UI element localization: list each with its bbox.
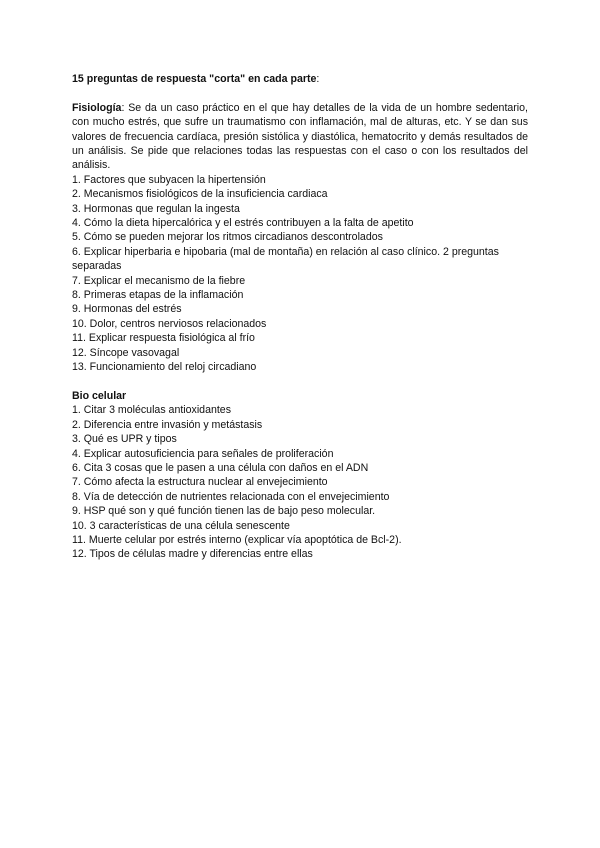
bio-celular-title: Bio celular xyxy=(72,389,127,402)
bio-celular-question-10: 10. 3 características de una célula senescente xyxy=(72,519,290,532)
fisiologia-question-2: 2. Mecanismos fisiológicos de la insuficiencia cardiaca xyxy=(72,188,328,201)
bio-celular-question-9: 9. HSP qué son y qué función tienen las de bajo peso molecular. xyxy=(72,505,376,518)
fisiologia-question-10: 10. Dolor, centros nerviosos relacionados xyxy=(72,317,267,330)
spacer xyxy=(72,375,528,389)
fisiologia-label-colon: : xyxy=(121,101,125,114)
fisiologia-question-5: 5. Cómo se pueden mejorar los ritmos circadianos descontrolados xyxy=(72,231,383,244)
spacer xyxy=(72,86,528,100)
heading-colon: : xyxy=(316,73,320,85)
fisiologia-question-4: 4. Cómo la dieta hipercalórica y el estrés contribuyen a la falta de apetito xyxy=(72,217,414,230)
fisiologia-question-list xyxy=(72,173,528,375)
bio-celular-question-7: 7. Cómo afecta la estructura nuclear al envejecimiento xyxy=(72,476,328,489)
fisiologia-question-3: 3. Hormonas que regulan la ingesta xyxy=(72,202,240,215)
fisiologia-question-11: 11. Explicar respuesta fisiológica al frío xyxy=(72,332,255,345)
fisiologia-intro xyxy=(72,101,528,173)
bio-celular-question-list xyxy=(72,403,528,561)
bio-celular-question-3: 3. Qué es UPR y tipos xyxy=(72,433,177,446)
fisiologia-label: Fisiología xyxy=(72,101,122,114)
fisiologia-question-12: 12. Síncope vasovagal xyxy=(72,346,180,359)
bio-celular-question-12: 12. Tipos de células madre y diferencias entre ellas xyxy=(72,548,313,561)
fisiologia-question-6: 6. Explicar hiperbaria e hipobaria (mal de montaña) en relación al caso clínico. 2 preguntas separadas xyxy=(72,245,499,273)
fisiologia-question-1: 1. Factores que subyacen la hipertensión xyxy=(72,173,266,186)
heading-text: 15 preguntas de respuesta "corta" en cada parte xyxy=(72,73,317,85)
bio-celular-question-8: 8. Vía de detección de nutrientes relacionada con el envejecimiento xyxy=(72,490,390,503)
fisiologia-question-9: 9. Hormonas del estrés xyxy=(72,303,182,316)
bio-celular-question-11: 11. Muerte celular por estrés interno (explicar vía apoptótica de Bcl-2). xyxy=(72,533,402,546)
fisiologia-intro-text: Se da un caso práctico en el que hay detalles de la vida de un hombre sedentario, con mucho estrés, que sufre un traumatismo con inflamación, mal de alturas, etc. Y se dan sus valores de frecuencia cardíaca, presión sistólica y diastólica, hematocrito y demás resultados de un análisis. Se pide que relaciones todas las respuestas con el caso o con los resultados del análisis. xyxy=(72,101,528,172)
fisiologia-question-8: 8. Primeras etapas de la inflamación xyxy=(72,289,244,302)
fisiologia-question-7: 7. Explicar el mecanismo de la fiebre xyxy=(72,274,246,287)
document-heading xyxy=(72,72,528,86)
bio-celular-question-1: 1. Citar 3 moléculas antioxidantes xyxy=(72,404,231,417)
bio-celular-question-4: 4. Explicar autosuficiencia para señales de proliferación xyxy=(72,447,334,460)
bio-celular-question-2: 2. Diferencia entre invasión y metástasis xyxy=(72,418,263,431)
document-content xyxy=(72,72,528,562)
fisiologia-question-13: 13. Funcionamiento del reloj circadiano xyxy=(72,361,257,374)
bio-celular-question-6: 6. Cita 3 cosas que le pasen a una célula con daños en el ADN xyxy=(72,461,369,474)
